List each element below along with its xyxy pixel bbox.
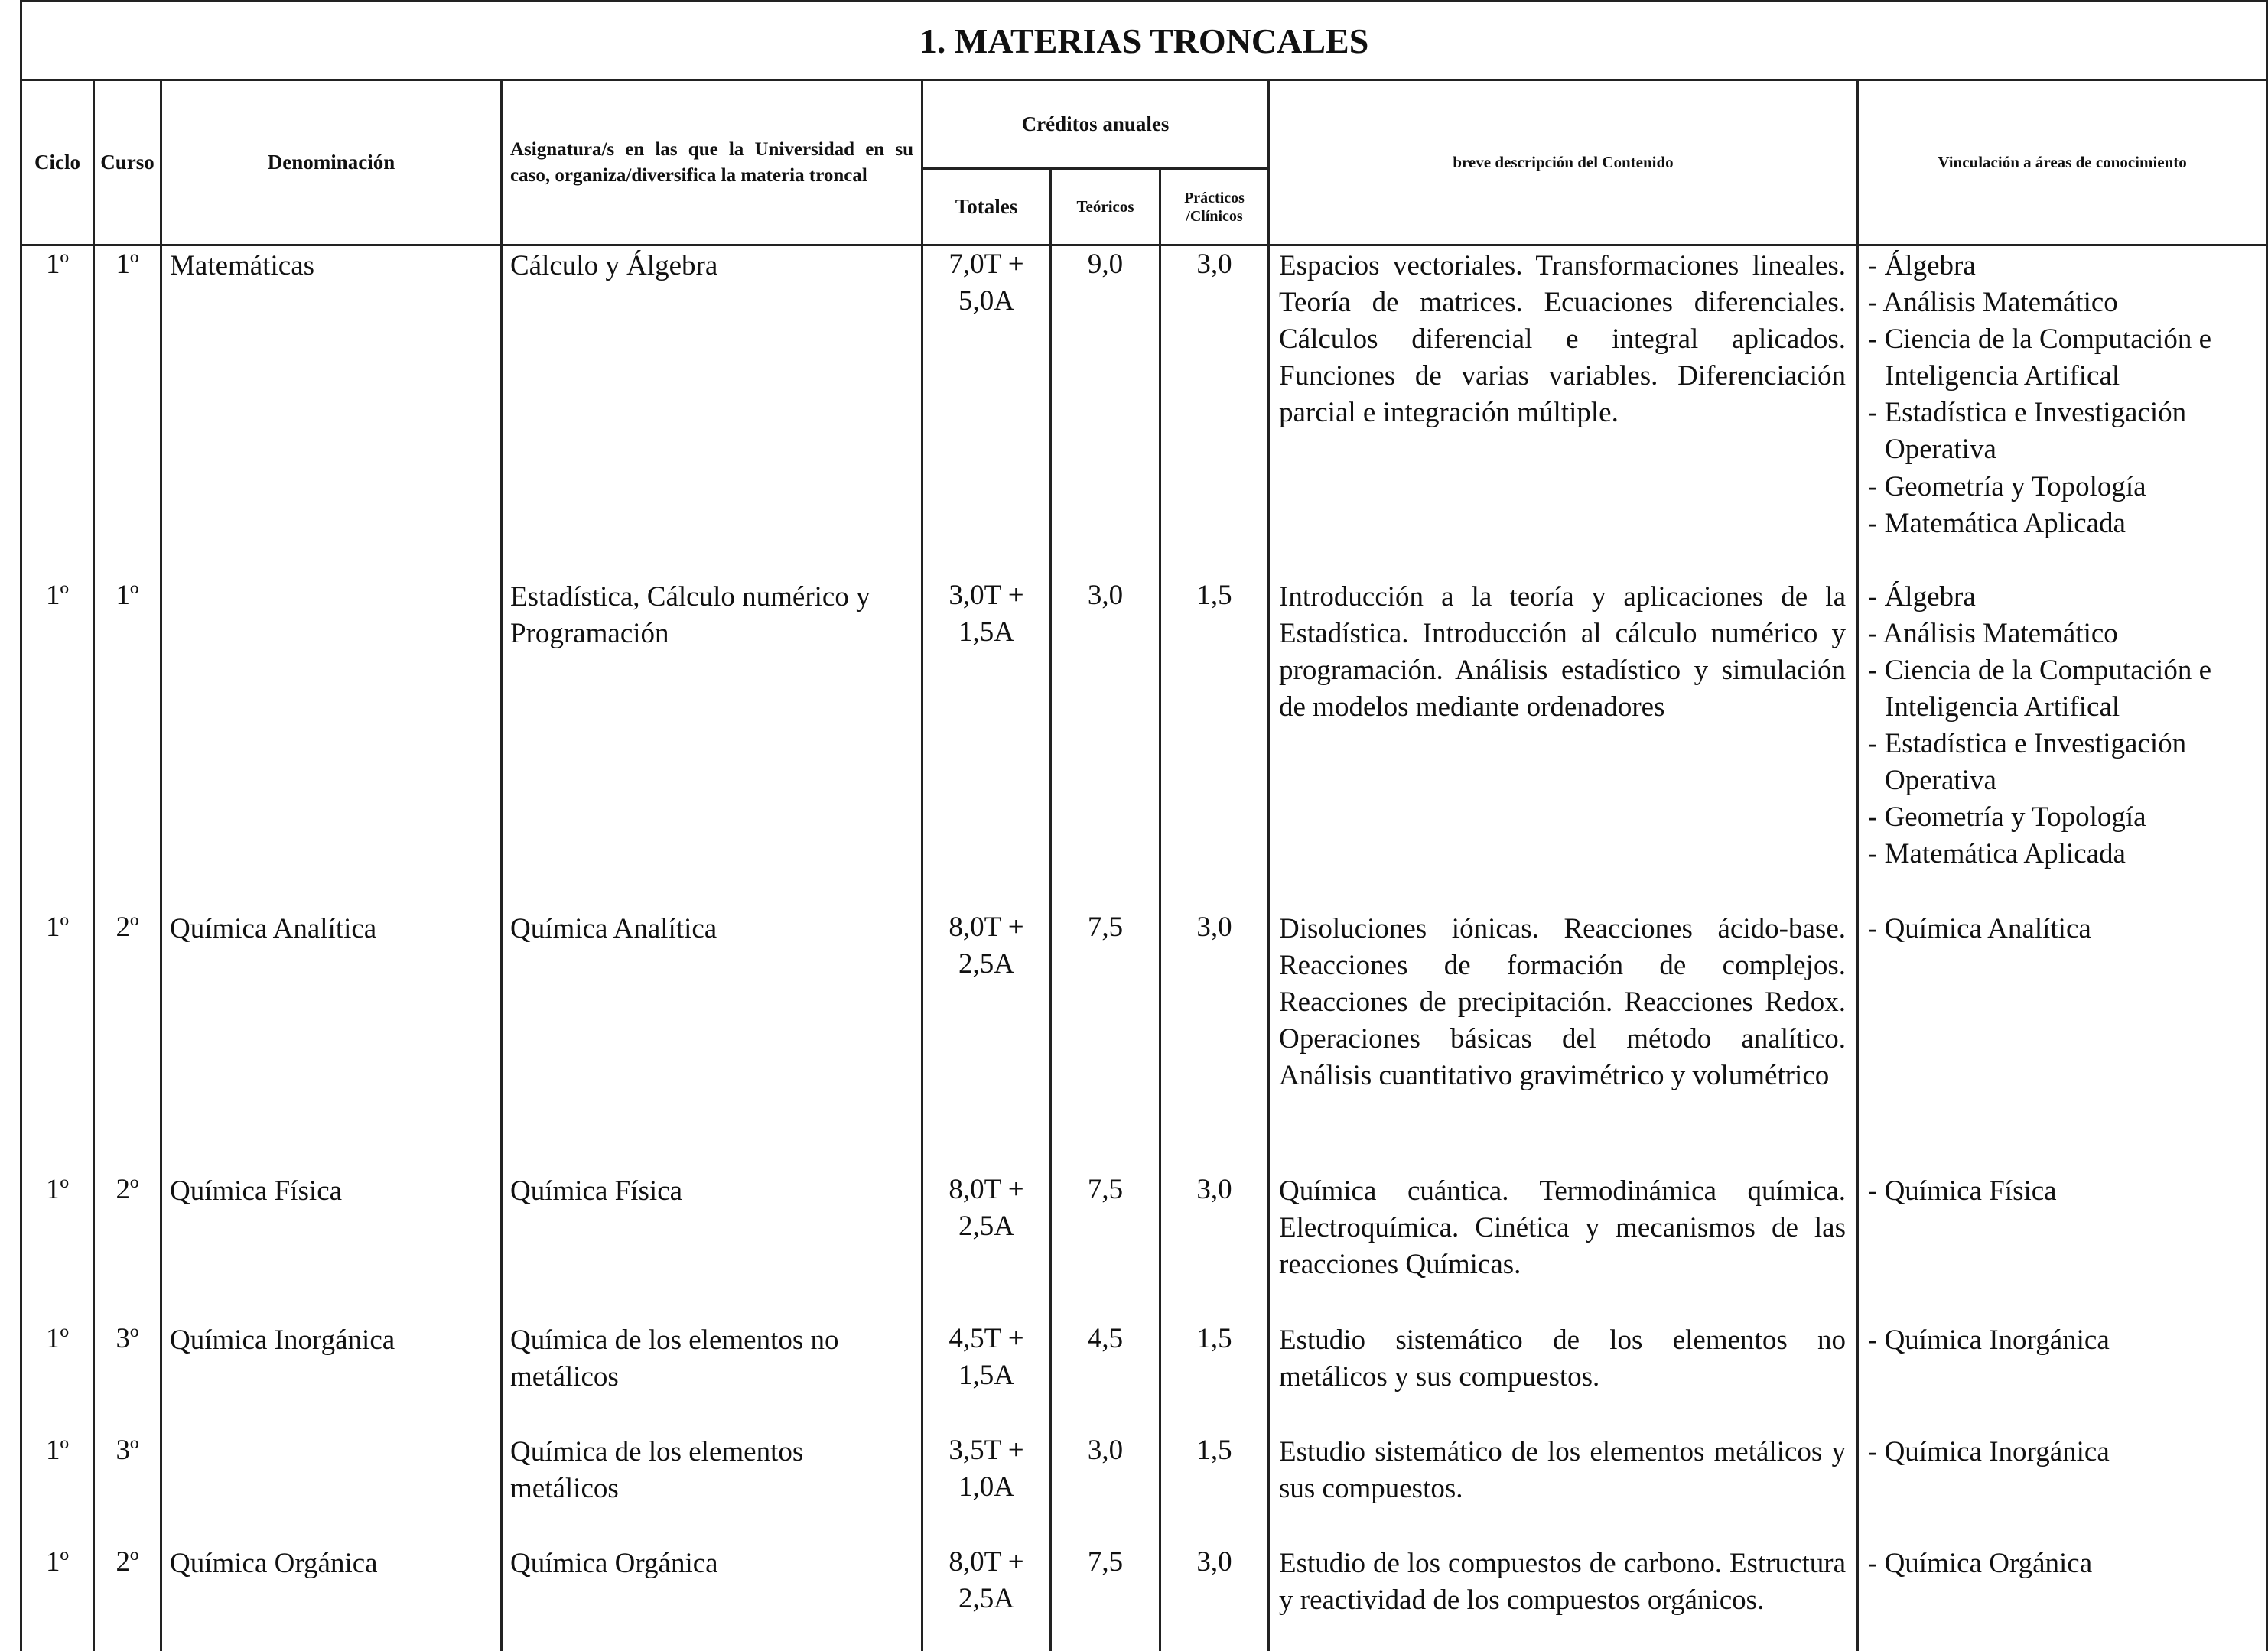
- cell-ciclo: 1º: [21, 245, 94, 577]
- area-item: - Estadística e Investigación Operativa: [1868, 397, 2187, 466]
- header-totales: Totales: [922, 169, 1051, 245]
- cell-curso: 2º: [94, 909, 161, 1172]
- area-item: - Química Inorgánica: [1868, 1324, 2110, 1356]
- cell-asignatura: Química Física: [502, 1172, 922, 1321]
- area-item: - Estadística e Investigación Operativa: [1868, 727, 2187, 796]
- cell-teoricos: 3,0: [1051, 577, 1160, 909]
- cell-totales: 3,0T + 1,5A: [922, 577, 1051, 909]
- table-row: [21, 1544, 2267, 1651]
- cell-asignatura: Química Orgánica: [502, 1544, 922, 1651]
- area-item: - Matemática Aplicada: [1868, 507, 2126, 539]
- cell-teoricos: 7,5: [1051, 1172, 1160, 1321]
- cell-totales: 7,0T + 5,0A: [922, 245, 1051, 577]
- area-item: - Ciencia de la Computación e Inteligencia Artifical: [1868, 323, 2211, 392]
- cell-descripcion: Química cuántica. Termodinámica química. Electroquímica. Cinética y mecanismos de las reacciones Químicas.: [1269, 1172, 1858, 1321]
- cell-ciclo: 1º: [21, 577, 94, 909]
- cell-descripcion: Introducción a la teoría y aplicaciones de la Estadística. Introducción al cálculo numérico y programación. Análisis estadístico y simulación de modelos mediante ordenadores: [1269, 577, 1858, 909]
- area-item: - Álgebra: [1868, 580, 1976, 613]
- table-title: 1. MATERIAS TRONCALES: [21, 2, 2267, 80]
- cell-areas: [1858, 577, 2267, 909]
- cell-practicos: 1,5: [1160, 1321, 1269, 1432]
- cell-denominacion: Química Física: [161, 1172, 502, 1321]
- cell-ciclo: 1º: [21, 909, 94, 1172]
- cell-denominacion: Química Inorgánica: [161, 1321, 502, 1432]
- area-item: - Ciencia de la Computación e Inteligencia Artifical: [1868, 654, 2211, 723]
- cell-practicos: 3,0: [1160, 1172, 1269, 1321]
- cell-denominacion: Química Analítica: [161, 909, 502, 1172]
- cell-curso: 2º: [94, 1172, 161, 1321]
- header-descripcion: breve descripción del Contenido: [1269, 80, 1858, 245]
- area-item: - Análisis Matemático: [1868, 287, 2118, 319]
- cell-descripcion: Estudio sistemático de los elementos metálicos y sus compuestos.: [1269, 1432, 1858, 1544]
- cell-totales: 4,5T + 1,5A: [922, 1321, 1051, 1432]
- header-vinculacion: Vinculación a áreas de conocimiento: [1858, 80, 2267, 245]
- document-sheet: [20, 0, 2266, 1647]
- header-ciclo: Ciclo: [21, 80, 94, 245]
- cell-areas: [1858, 1544, 2267, 1651]
- cell-asignatura: Química de los elementos no metálicos: [502, 1321, 922, 1432]
- table-row: [21, 1172, 2267, 1321]
- cell-ciclo: 1º: [21, 1172, 94, 1321]
- area-item: - Geometría y Topología: [1868, 801, 2146, 834]
- cell-practicos: 3,0: [1160, 909, 1269, 1172]
- cell-ciclo: 1º: [21, 1432, 94, 1544]
- cell-practicos: 3,0: [1160, 245, 1269, 577]
- cell-totales: 8,0T + 2,5A: [922, 1172, 1051, 1321]
- cell-denominacion: Matemáticas: [161, 245, 502, 577]
- area-item: - Análisis Matemático: [1868, 617, 2118, 649]
- cell-curso: 2º: [94, 1544, 161, 1651]
- cell-teoricos: 3,0: [1051, 1432, 1160, 1544]
- area-item: - Química Analítica: [1868, 912, 2091, 944]
- cell-descripcion: Espacios vectoriales. Transformaciones lineales. Teoría de matrices. Ecuaciones diferenciales. Cálculos diferencial e integral aplicados. Funciones de varias variables. Diferenciación parcial e integración múltiple.: [1269, 245, 1858, 577]
- cell-asignatura: Química de los elementos metálicos: [502, 1432, 922, 1544]
- cell-areas: [1858, 909, 2267, 1172]
- cell-descripcion: Disoluciones iónicas. Reacciones ácido-base. Reacciones de formación de complejos. Reacciones de precipitación. Reacciones Redox. Operaciones básicas del método analítico. Análisis cuantitativo gravimétrico y volumétrico: [1269, 909, 1858, 1172]
- cell-totales: 8,0T + 2,5A: [922, 1544, 1051, 1651]
- cell-curso: 3º: [94, 1321, 161, 1432]
- area-item: - Química Inorgánica: [1868, 1435, 2110, 1467]
- cell-denominacion: [161, 577, 502, 909]
- cell-asignatura: Cálculo y Álgebra: [502, 245, 922, 577]
- cell-areas: [1858, 245, 2267, 577]
- cell-descripcion: Estudio de los compuestos de carbono. Estructura y reactividad de los compuestos orgánicos.: [1269, 1544, 1858, 1651]
- header-teoricos: Teóricos: [1051, 169, 1160, 245]
- table-row: [21, 577, 2267, 909]
- cell-asignatura: Estadística, Cálculo numérico y Programación: [502, 577, 922, 909]
- table-row: [21, 1321, 2267, 1432]
- area-item: - Química Física: [1868, 1175, 2057, 1207]
- cell-practicos: 1,5: [1160, 577, 1269, 909]
- cell-asignatura: Química Analítica: [502, 909, 922, 1172]
- cell-curso: 1º: [94, 245, 161, 577]
- header-practicos: Prácticos /Clínicos: [1160, 169, 1269, 245]
- cell-areas: [1858, 1321, 2267, 1432]
- area-item: - Álgebra: [1868, 250, 1976, 281]
- table-row: [21, 1432, 2267, 1544]
- cell-areas: [1858, 1172, 2267, 1321]
- area-item: - Geometría y Topología: [1868, 470, 2146, 502]
- cell-teoricos: 7,5: [1051, 1544, 1160, 1651]
- cell-curso: 1º: [94, 577, 161, 909]
- cell-practicos: 3,0: [1160, 1544, 1269, 1651]
- cell-totales: 8,0T + 2,5A: [922, 909, 1051, 1172]
- cell-areas: [1858, 1432, 2267, 1544]
- cell-ciclo: 1º: [21, 1544, 94, 1651]
- table-row: [21, 909, 2267, 1172]
- cell-teoricos: 7,5: [1051, 909, 1160, 1172]
- cell-teoricos: 9,0: [1051, 245, 1160, 577]
- header-curso: Curso: [94, 80, 161, 245]
- cell-descripcion: Estudio sistemático de los elementos no metálicos y sus compuestos.: [1269, 1321, 1858, 1432]
- cell-denominacion: Química Orgánica: [161, 1544, 502, 1651]
- cell-curso: 3º: [94, 1432, 161, 1544]
- table-row: [21, 245, 2267, 577]
- cell-totales: 3,5T + 1,0A: [922, 1432, 1051, 1544]
- area-item: - Matemática Aplicada: [1868, 838, 2126, 870]
- header-denominacion: Denominación: [161, 80, 502, 245]
- header-creditos: Créditos anuales: [922, 80, 1269, 169]
- area-item: - Química Orgánica: [1868, 1547, 2093, 1579]
- cell-teoricos: 4,5: [1051, 1321, 1160, 1432]
- cell-practicos: 1,5: [1160, 1432, 1269, 1544]
- header-asignaturas: Asignatura/s en las que la Universidad en su caso, organiza/diversifica la materia troncal: [502, 80, 922, 245]
- cell-denominacion: [161, 1432, 502, 1544]
- cell-ciclo: 1º: [21, 1321, 94, 1432]
- materias-table: [20, 0, 2268, 1651]
